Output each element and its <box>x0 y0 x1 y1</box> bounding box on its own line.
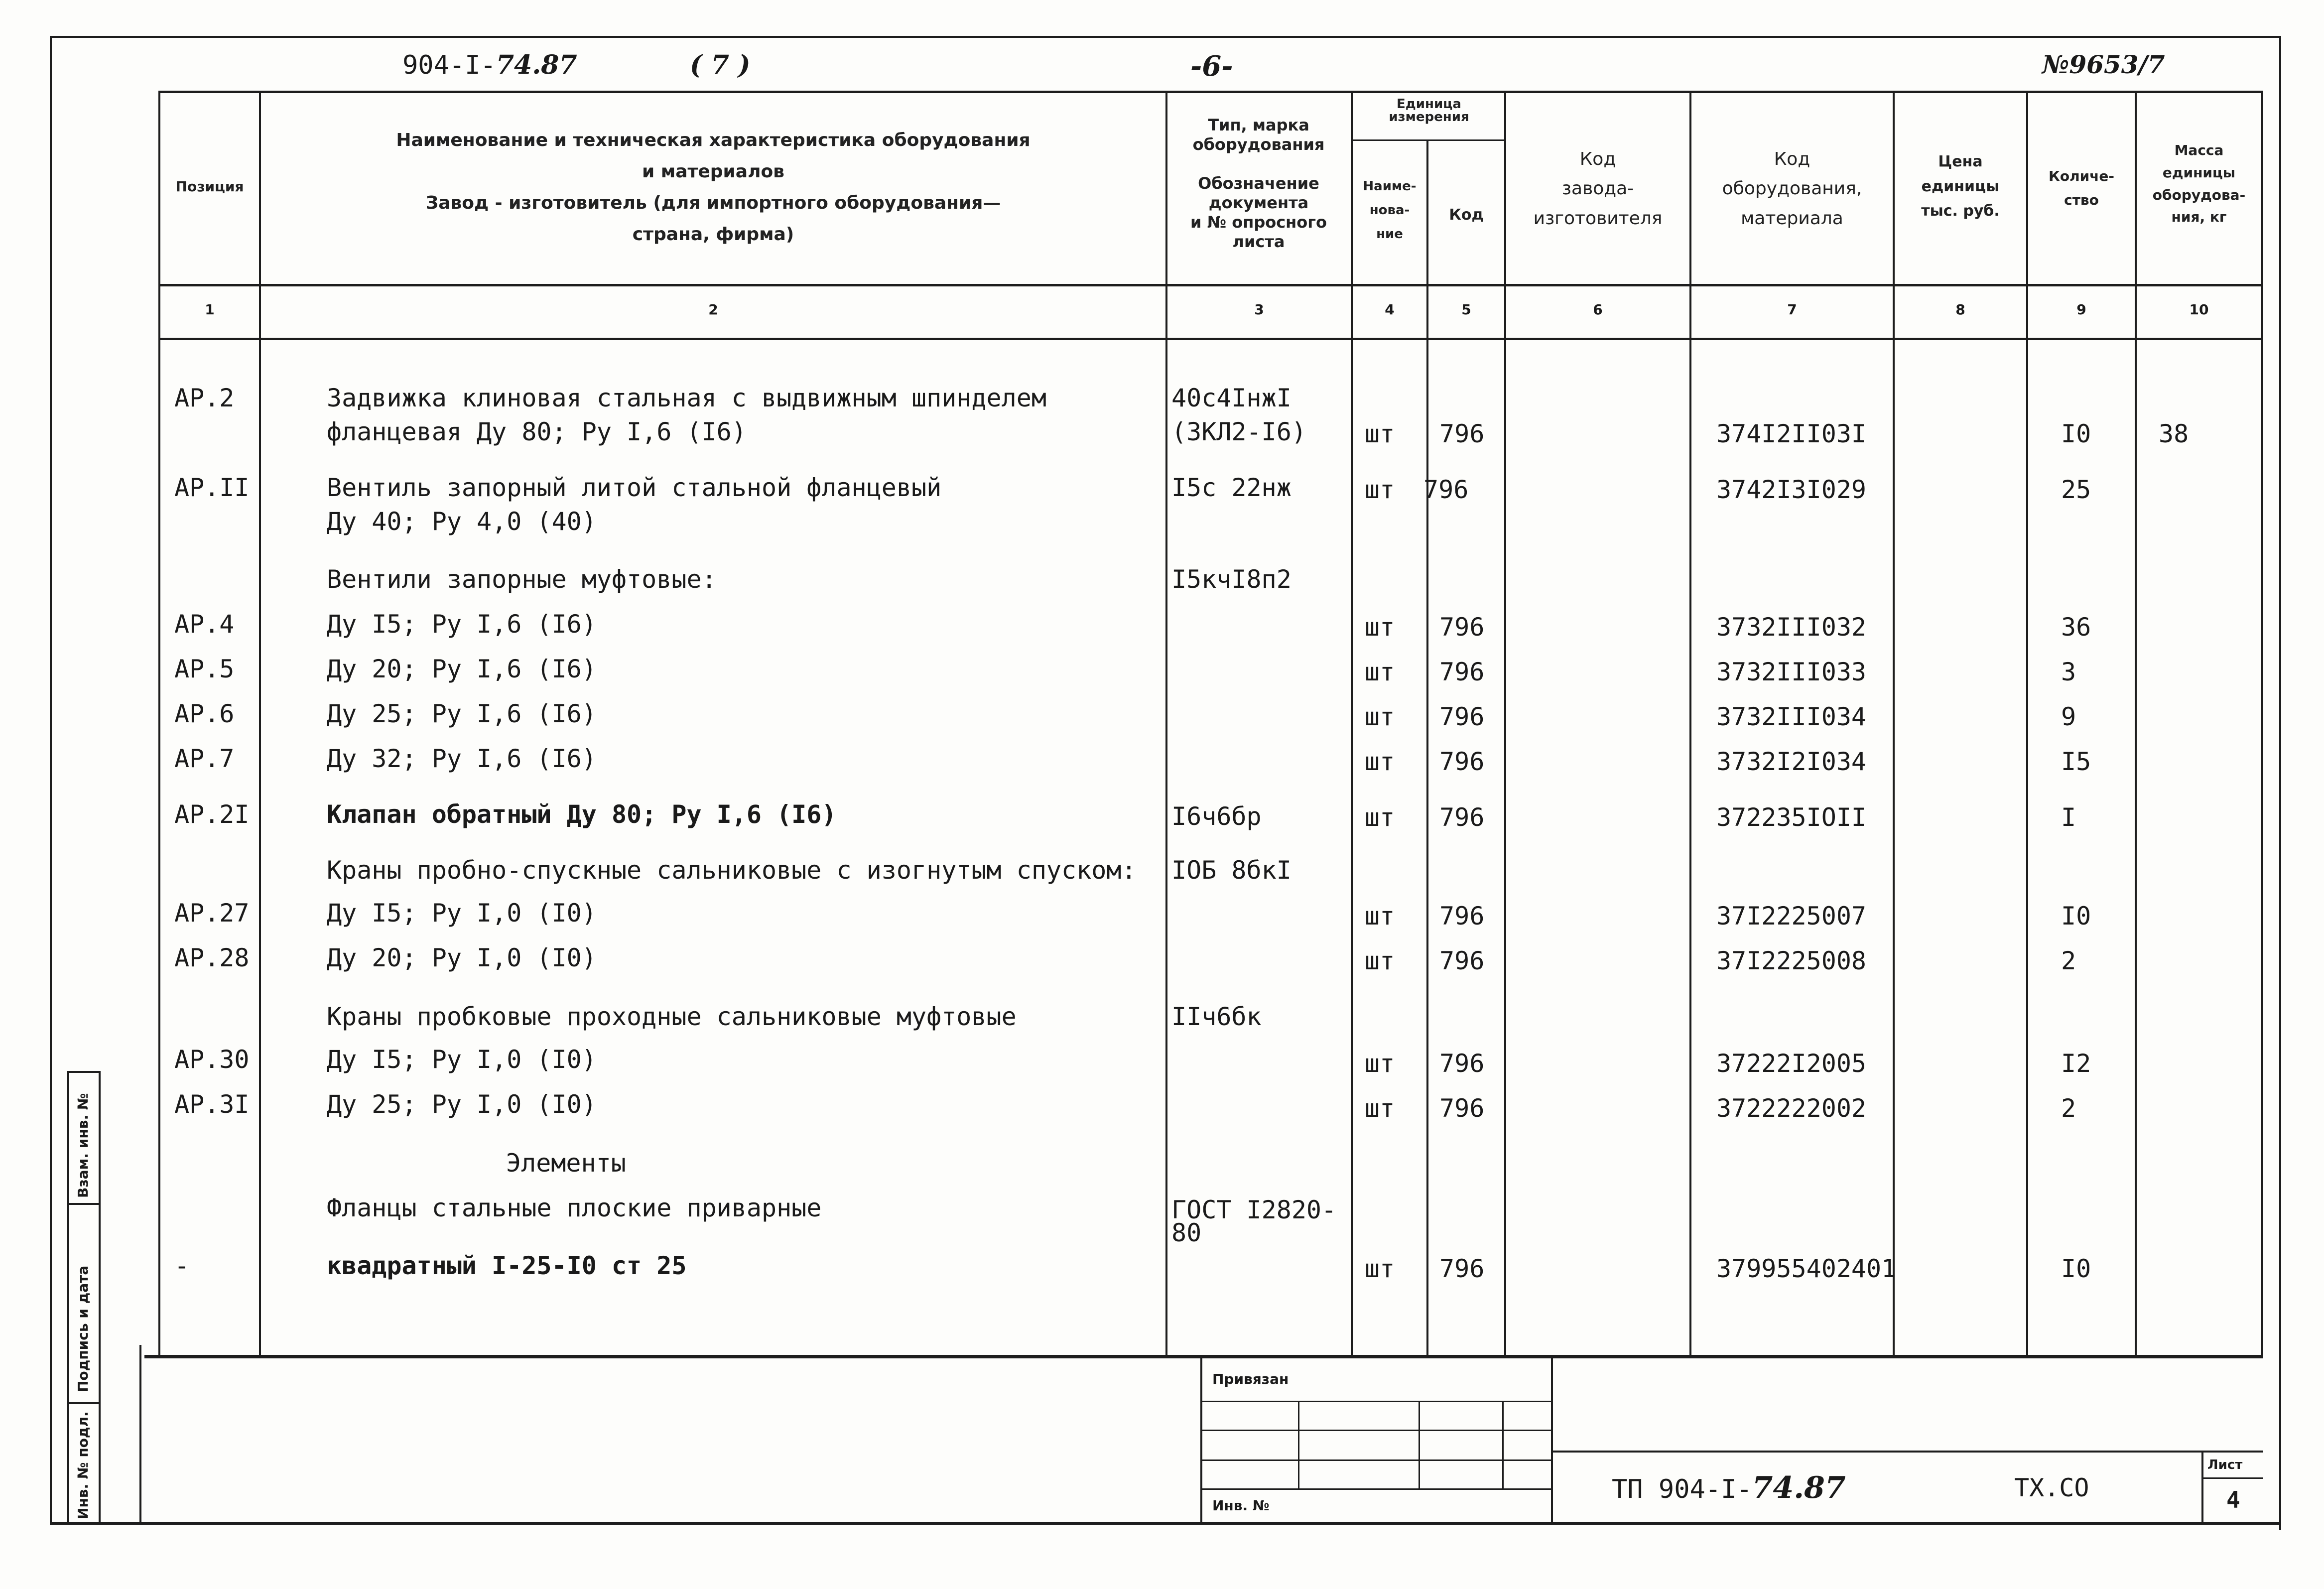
row-quantity: 36 <box>2061 613 2091 642</box>
row-name: Вентиль запорный литой стальной фланцевый <box>327 473 942 502</box>
row-position: AP.3I <box>174 1090 250 1119</box>
part-number: ( 7 ) <box>690 50 751 80</box>
row-quantity: I5 <box>2061 747 2091 776</box>
row-unit: шт <box>1365 747 1395 776</box>
row-type: I6ч6бр <box>1171 802 1262 831</box>
row-material-code: 3732III034 <box>1716 702 1867 731</box>
row-unit-code: 796 <box>1423 475 1469 504</box>
row-name: Ду 32; Ру I,6 (I6) <box>327 744 597 773</box>
row-quantity: 9 <box>2061 702 2076 731</box>
column-number: 4 <box>1385 301 1395 318</box>
row-position: AP.4 <box>174 610 235 639</box>
column-header-unit-code: Код <box>1449 206 1484 224</box>
doc-code-header <box>402 50 577 80</box>
row-name: Ду I5; Ру I,6 (I6) <box>327 610 597 639</box>
row-name: Фланцы стальные плоские приварные <box>327 1193 822 1222</box>
row-unit-code: 796 <box>1439 419 1485 448</box>
row-position: AP.7 <box>174 744 235 773</box>
row-name: Элементы <box>506 1149 626 1178</box>
sheet-label: Лист <box>2207 1457 2243 1472</box>
row-name: Ду 40; Ру 4,0 (40) <box>327 507 597 536</box>
row-material-code: 3742I3I029 <box>1716 475 1867 504</box>
row-position: AP.6 <box>174 699 235 728</box>
row-unit: шт <box>1365 1049 1395 1078</box>
row-unit: шт <box>1365 613 1395 642</box>
column-number: 9 <box>2076 301 2086 318</box>
column-header-type: Тип, марка оборудования Обозначение документа и № опросного листа <box>1190 116 1327 252</box>
column-header-unit-name: Наиме- нова- ние <box>1363 179 1417 242</box>
row-quantity: I2 <box>2061 1049 2091 1078</box>
row-material-code: 37I2225007 <box>1716 902 1867 930</box>
row-type: 80 <box>1171 1218 1202 1247</box>
row-unit: шт <box>1365 475 1395 504</box>
row-name: Ду 25; Ру I,6 (I6) <box>327 699 597 728</box>
row-quantity: I0 <box>2061 419 2091 448</box>
column-header-material-code: Код оборудования, материала <box>1722 149 1862 229</box>
column-header-quantity: Количе- ство <box>2048 168 2115 208</box>
side-label-podpis: Подпись и дата <box>75 1265 91 1392</box>
row-quantity: I0 <box>2061 1254 2091 1283</box>
row-name: Ду 20; Ру I,6 (I6) <box>327 655 597 683</box>
row-material-code: 3732III032 <box>1716 613 1867 642</box>
column-number: 6 <box>1593 301 1603 318</box>
row-mass: 38 <box>2159 419 2189 448</box>
column-number: 8 <box>1955 301 1965 318</box>
row-unit: шт <box>1365 902 1395 930</box>
row-quantity: 2 <box>2061 1094 2076 1123</box>
row-quantity: 25 <box>2061 475 2091 504</box>
column-header-unit-group: Единица измерения <box>1389 97 1469 125</box>
row-quantity: I <box>2061 803 2076 832</box>
row-unit: шт <box>1365 803 1395 832</box>
row-unit-code: 796 <box>1439 946 1485 975</box>
row-unit-code: 796 <box>1439 747 1485 776</box>
doc-code: 904-I- <box>402 50 496 80</box>
row-type: IOБ 8бкI <box>1171 856 1291 885</box>
row-position: AP.30 <box>174 1045 250 1074</box>
row-unit: шт <box>1365 702 1395 731</box>
inv-number-label: Инв. № <box>1212 1497 1270 1514</box>
row-quantity: I0 <box>2061 902 2091 930</box>
row-unit-code: 796 <box>1439 902 1485 930</box>
stamp-doc-code-text: ТП 904-I- <box>1612 1474 1752 1504</box>
row-quantity: 3 <box>2061 658 2076 686</box>
page-number: -6- <box>1190 50 1233 83</box>
privyazan-label: Привязан <box>1212 1371 1289 1387</box>
column-header-price: Цена единицы тыс. руб. <box>1921 153 2000 220</box>
row-type: IIч6бк <box>1171 1002 1262 1031</box>
row-position: AP.5 <box>174 655 235 683</box>
column-number: 5 <box>1461 301 1471 318</box>
row-material-code: 3722222002 <box>1716 1094 1867 1123</box>
row-unit-code: 796 <box>1439 1094 1485 1123</box>
column-header-position: Позиция <box>175 178 244 195</box>
row-name: Краны пробно-спускные сальниковые с изогнутым спуском: <box>327 856 1137 885</box>
row-name: Вентили запорные муфтовые: <box>327 565 717 594</box>
row-name: фланцевая Ду 80; Ру I,6 (I6) <box>327 417 747 446</box>
side-label-inv-podl: Инв. № подл. <box>75 1411 91 1519</box>
row-name: квадратный I-25-I0 ст 25 <box>327 1251 687 1280</box>
column-number: 1 <box>205 301 215 318</box>
row-unit-code: 796 <box>1439 702 1485 731</box>
row-name: Задвижка клиновая стальная с выдвижным шпинделем <box>327 384 1046 412</box>
row-position: AP.II <box>174 473 250 502</box>
column-header-factory-code: Код завода- изготовителя <box>1533 149 1663 229</box>
row-type: 40с4IнжI <box>1171 384 1291 412</box>
stamp-doc-number-handwritten: 74.87 <box>1752 1470 1846 1505</box>
side-label-vzam: Взам. инв. № <box>75 1093 91 1198</box>
row-position: - <box>174 1251 190 1280</box>
doc-number-handwritten: 74.87 <box>496 50 577 80</box>
row-material-code: 3732III033 <box>1716 658 1867 686</box>
row-unit: шт <box>1365 946 1395 975</box>
row-unit-code: 796 <box>1439 1049 1485 1078</box>
row-name: Клапан обратный Ду 80; Ру I,6 (I6) <box>327 800 837 829</box>
row-name: Ду I5; Ру I,0 (I0) <box>327 899 597 927</box>
row-material-code: 37222I2005 <box>1716 1049 1867 1078</box>
row-type: ГОСТ I2820- <box>1171 1195 1337 1224</box>
row-unit: шт <box>1365 419 1395 448</box>
row-name: Ду 25; Ру I,0 (I0) <box>327 1090 597 1119</box>
registration-number: №9653/7 <box>2042 50 2165 79</box>
stamp-doc-code <box>1612 1470 1846 1505</box>
row-name: Ду 20; Ру I,0 (I0) <box>327 943 597 972</box>
row-name: Ду I5; Ру I,0 (I0) <box>327 1045 597 1074</box>
row-unit-code: 796 <box>1439 1254 1485 1283</box>
column-number: 7 <box>1787 301 1797 318</box>
row-material-code: 379955402401 <box>1716 1254 1897 1283</box>
column-number: 2 <box>708 301 718 318</box>
row-material-code: 372235IOII <box>1716 803 1867 832</box>
row-material-code: 3732I2I034 <box>1716 747 1867 776</box>
column-number: 3 <box>1254 301 1264 318</box>
row-position: AP.27 <box>174 899 250 927</box>
column-header-mass: Масса единицы оборудова- ния, кг <box>2152 142 2246 226</box>
row-material-code: 37I2225008 <box>1716 946 1867 975</box>
row-position: AP.28 <box>174 943 250 972</box>
stamp-mark: ТХ.СО <box>2014 1473 2089 1502</box>
row-type: I5кчI8п2 <box>1171 565 1291 594</box>
column-header-name: Наименование и техническая характеристика оборудования и материалов Завод - изготовитель (для импортного оборудования— страна, фирма) <box>396 130 1031 245</box>
row-position: AP.2 <box>174 384 235 412</box>
row-unit-code: 796 <box>1439 658 1485 686</box>
row-unit-code: 796 <box>1439 613 1485 642</box>
row-unit: шт <box>1365 1254 1395 1283</box>
row-type: (3КЛ2-I6) <box>1171 417 1306 446</box>
row-unit-code: 796 <box>1439 803 1485 832</box>
sheet-number: 4 <box>2226 1486 2240 1513</box>
column-number: 10 <box>2189 301 2209 318</box>
row-name: Краны пробковые проходные сальниковые муфтовые <box>327 1002 1017 1031</box>
row-unit: шт <box>1365 1094 1395 1123</box>
row-quantity: 2 <box>2061 946 2076 975</box>
row-material-code: 374I2II03I <box>1716 419 1867 448</box>
row-position: AP.2I <box>174 800 250 829</box>
row-type: I5с 22нж <box>1171 473 1291 502</box>
row-unit: шт <box>1365 658 1395 686</box>
